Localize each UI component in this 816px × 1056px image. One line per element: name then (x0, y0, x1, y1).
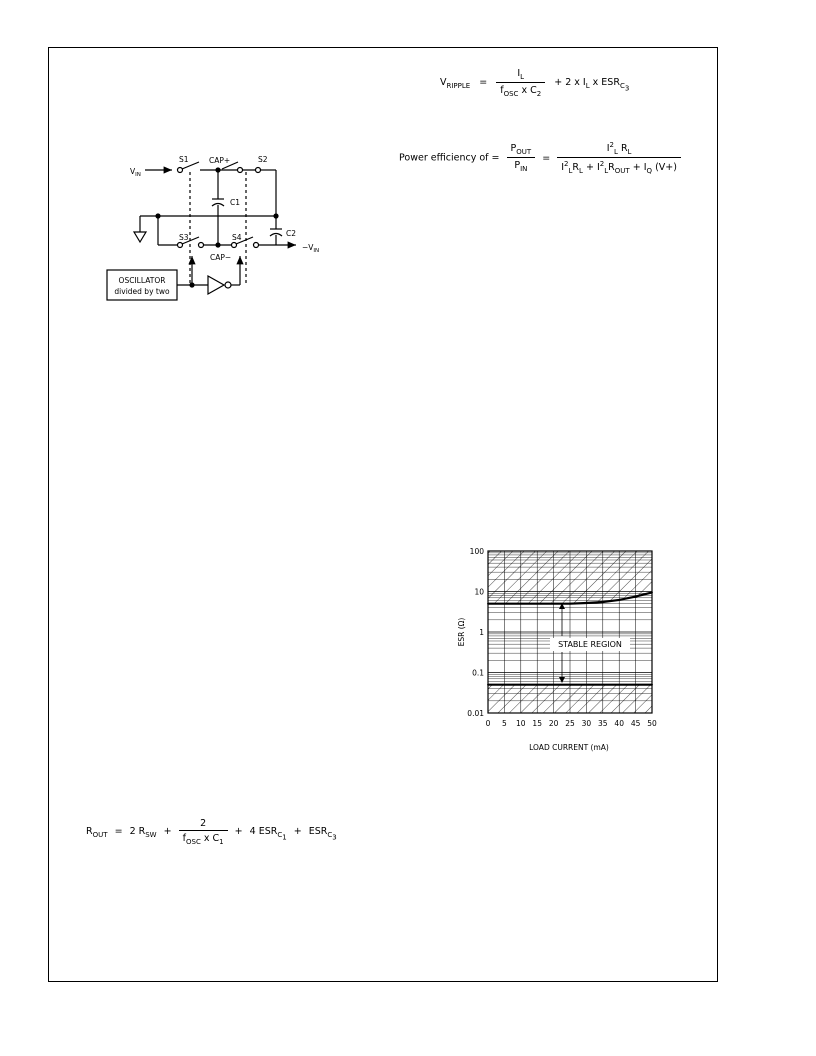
data-point (553, 603, 555, 605)
data-point (586, 602, 588, 604)
node-cap-minus (215, 242, 220, 247)
data-point (602, 601, 604, 603)
y-tick-label: 100 (469, 547, 484, 556)
x-tick-label: 10 (516, 719, 526, 728)
efficiency-current-fraction: $\frac{I^2_L R_L}{I^2_LR_L + I^2_LR_{OUT} + I_Q (V+)}$ (557, 141, 681, 175)
label-cap-plus: CAP+ (209, 156, 231, 165)
efficiency-equation (399, 141, 681, 175)
chart-annotation: STABLE REGION (558, 640, 622, 649)
ripple-fraction: $\frac{I_L}{f_{OSC} x C_2}$ (496, 68, 545, 98)
rout-fraction: $\frac{2}{f_{OSC} x C_1}$ (179, 818, 228, 846)
switched-capacitor-circuit (100, 145, 340, 315)
rout-plus2: + (234, 826, 243, 838)
chart-xlabel: LOAD CURRENT (mA) (529, 743, 609, 752)
efficiency-equals: = (542, 152, 551, 164)
node-ground-left (155, 213, 160, 218)
data-point (635, 596, 637, 598)
data-point (504, 603, 506, 605)
rout-plus3: + (293, 826, 302, 838)
chart-ylabel: ESR (Ω) (457, 617, 466, 647)
x-tick-label: 50 (647, 719, 657, 728)
rout-term4: $ESR_{C_3}$ (308, 826, 337, 842)
rout-equation (86, 818, 337, 846)
rout-plus1: + (163, 826, 172, 838)
s4-terminal-right (254, 243, 259, 248)
node-cap-plus (215, 167, 220, 172)
ground-symbol (134, 232, 146, 242)
x-tick-label: 20 (548, 719, 559, 728)
x-tick-label: 35 (598, 719, 608, 728)
x-tick-label: 45 (630, 719, 641, 728)
x-tick-label: 15 (532, 719, 542, 728)
x-tick-label: 5 (502, 719, 507, 728)
x-tick-label: 30 (581, 719, 592, 728)
label-c1: C1 (230, 198, 241, 207)
label-s4: S4 (232, 233, 242, 242)
y-tick-label: 1 (479, 628, 484, 637)
y-tick-label: 0.01 (467, 709, 484, 718)
inverter-bubble (225, 282, 231, 288)
rout-term1: 2 $R_{SW}$ (129, 826, 157, 840)
data-point (651, 684, 653, 686)
data-point (487, 684, 489, 686)
label-s1: S1 (179, 155, 189, 164)
s3-terminal-left (178, 243, 183, 248)
x-tick-label: 0 (485, 719, 491, 728)
s1-terminal-left (178, 168, 183, 173)
y-tick-label: 10 (474, 587, 484, 597)
inverter-triangle (208, 276, 224, 294)
ripple-equation (440, 68, 629, 98)
annotation-arrowhead-down (559, 677, 565, 683)
data-point (569, 603, 571, 605)
label-divided-by-two: divided by two (114, 287, 170, 296)
rout-equals: = (114, 826, 123, 838)
efficiency-power-fraction: $\frac{P_{OUT}}{P_{IN}}$ (507, 143, 536, 173)
label-oscillator: OSCILLATOR (118, 276, 166, 285)
node-osc-out (189, 282, 194, 287)
ripple-equals: = (479, 77, 488, 89)
label-neg-vin: $-V_{IN}$ (302, 243, 320, 254)
data-point (651, 592, 653, 594)
label-s2: S2 (258, 155, 268, 164)
efficiency-label: Power efficiency of = (399, 152, 500, 164)
label-cap-minus: CAP− (210, 253, 232, 262)
label-c2: C2 (286, 229, 297, 238)
x-tick-label: 25 (565, 719, 575, 728)
data-point (487, 603, 489, 605)
s4-terminal-left (232, 243, 237, 248)
label-vin: $V_{IN}$ (130, 167, 141, 178)
label-s3: S3 (179, 233, 189, 242)
data-point (536, 603, 538, 605)
node-c2 (273, 213, 278, 218)
rout-lhs: $R_{OUT}$ (86, 826, 108, 840)
s2-terminal-right (238, 168, 243, 173)
ripple-tail: + 2 x $I_L$ x $ESR_{C_3}$ (554, 77, 630, 93)
rout-term3: 4 $ESR_{C_1}$ (249, 826, 287, 842)
ripple-lhs: $V_{RIPPLE}$ (440, 77, 471, 91)
x-tick-label: 40 (614, 719, 624, 728)
esr-chart (430, 540, 670, 755)
data-point (520, 603, 522, 605)
data-point (618, 599, 620, 601)
s2-terminal-left (256, 168, 261, 173)
y-tick-label: 0.1 (472, 668, 484, 678)
